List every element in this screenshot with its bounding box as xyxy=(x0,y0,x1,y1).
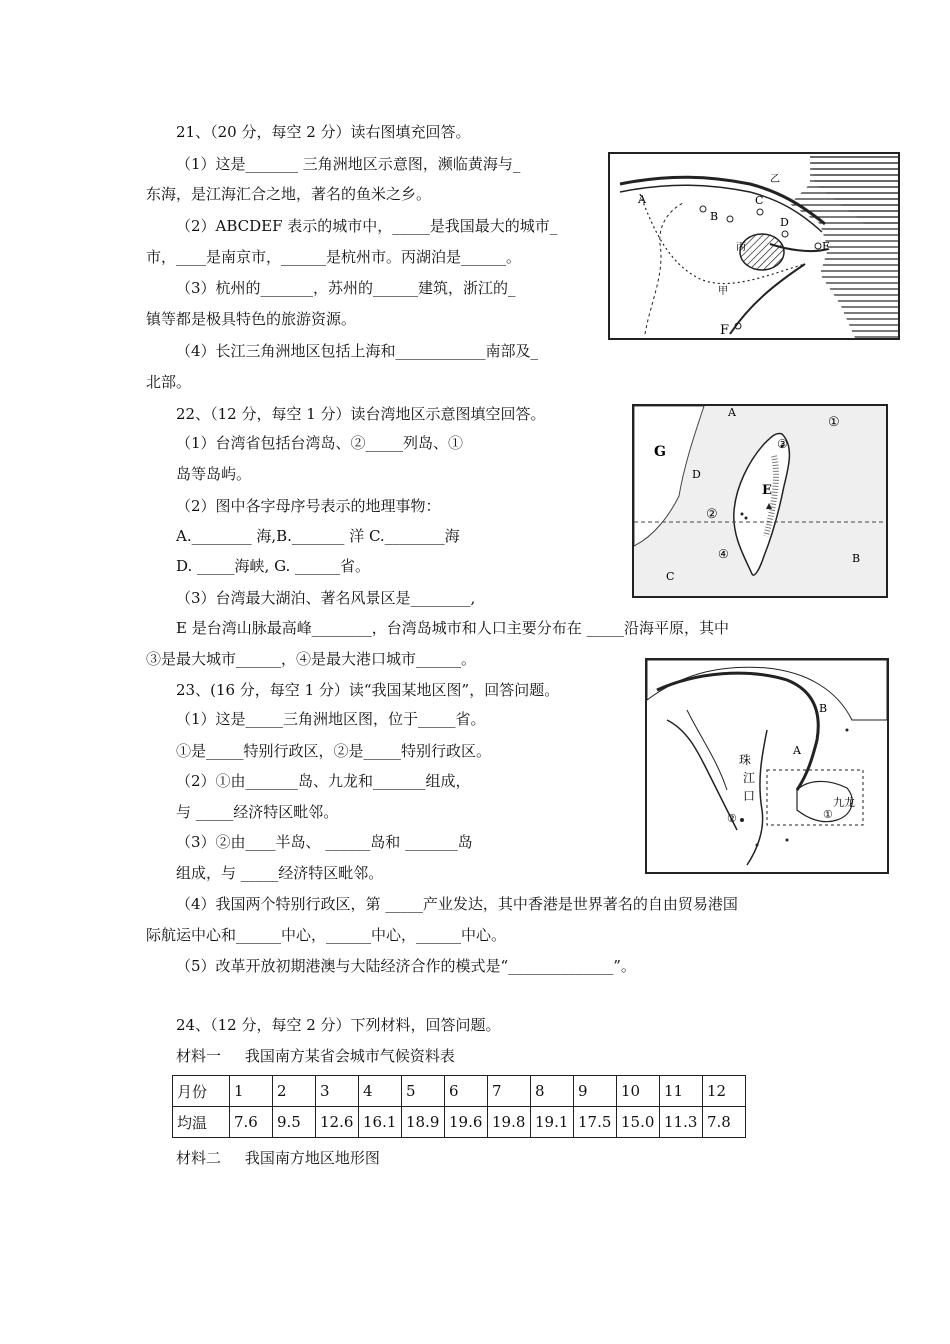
label-f: F xyxy=(720,323,730,338)
label-c: C xyxy=(666,570,675,583)
table-header: 均温 xyxy=(173,1107,230,1138)
q22-line: 岛等岛屿。 xyxy=(176,465,252,483)
temp-cell: 7.6 xyxy=(230,1107,273,1138)
month-cell: 2 xyxy=(273,1076,316,1107)
q22-line: （2）图中各字母序号表示的地理事物： xyxy=(176,497,441,515)
q23-line: （3）②由____半岛、 ______岛和 _______岛 xyxy=(176,833,473,851)
q23-line: 际航运中心和______中心，______中心，______中心。 xyxy=(146,926,507,944)
yangtze-delta-map xyxy=(608,152,900,340)
q21-line: 镇等都是极具特色的旅游资源。 xyxy=(146,310,357,328)
table-header: 月份 xyxy=(173,1076,230,1107)
month-cell: 12 xyxy=(703,1076,746,1107)
month-cell: 7 xyxy=(488,1076,531,1107)
q22-line: A.________ 海,B._______ 洋 C.________海 xyxy=(176,527,460,545)
label-2: ② xyxy=(727,812,737,825)
table-row xyxy=(173,1076,746,1107)
label-g: G xyxy=(654,444,666,460)
temp-cell: 7.8 xyxy=(703,1107,746,1138)
q23-line: 组成，与 _____经济特区毗邻。 xyxy=(176,864,384,882)
label-jia: 甲 xyxy=(718,286,728,297)
q24-material1: 材料一 我国南方某省会城市气候资料表 xyxy=(176,1047,455,1065)
q21-line: 东海，是江海汇合之地，著名的鱼米之乡。 xyxy=(146,185,432,203)
pearl-river-delta-map xyxy=(645,658,889,874)
month-cell: 1 xyxy=(230,1076,273,1107)
temp-cell: 19.8 xyxy=(488,1107,531,1138)
month-cell: 4 xyxy=(359,1076,402,1107)
label-c: C xyxy=(755,194,764,207)
q21-title: 21、（20 分，每空 2 分）读右图填充回答。 xyxy=(176,123,471,141)
temp-cell: 19.1 xyxy=(531,1107,574,1138)
label-d: D xyxy=(780,216,789,229)
taiwan-map xyxy=(632,404,888,598)
temp-cell: 18.9 xyxy=(402,1107,445,1138)
q22-line: ③是最大城市______，④是最大港口城市______。 xyxy=(146,650,477,668)
q23-line: （1）这是_____三角洲地区图，位于_____省。 xyxy=(176,710,486,728)
q22-line: E 是台湾山脉最高峰________，台湾岛城市和人口主要分布在 _____沿海平原，其中 xyxy=(176,619,729,637)
q21-line: （4）长江三角洲地区包括上海和____________南部及_ xyxy=(176,342,539,360)
q21-line: 北部。 xyxy=(146,373,192,391)
temp-cell: 9.5 xyxy=(273,1107,316,1138)
label-b: B xyxy=(819,702,828,715)
temp-cell: 15.0 xyxy=(617,1107,660,1138)
q21-line: （1）这是_______ 三角洲地区示意图，濒临黄海与_ xyxy=(176,155,521,173)
label-b: B xyxy=(852,552,861,565)
q24-material2: 材料二 我国南方地区地形图 xyxy=(176,1149,380,1167)
table-row xyxy=(173,1107,746,1138)
label-jiang: 江 xyxy=(743,771,756,785)
temp-cell: 19.6 xyxy=(445,1107,488,1138)
q23-line: （2）①由_______岛、九龙和_______组成， xyxy=(176,772,471,790)
label-2: ② xyxy=(706,507,718,522)
q23-line: （5）改革开放初期港澳与大陆经济合作的模式是“______________”。 xyxy=(176,957,636,975)
month-cell: 3 xyxy=(316,1076,359,1107)
label-zhu: 珠 xyxy=(739,753,752,767)
q23-line: 与 _____经济特区毗邻。 xyxy=(176,803,339,821)
label-e: E xyxy=(822,240,831,253)
month-cell: 9 xyxy=(574,1076,617,1107)
lake-taihu xyxy=(740,234,784,270)
q23-line: ①是_____特别行政区，②是_____特别行政区。 xyxy=(176,742,492,760)
label-b: B xyxy=(710,210,719,223)
temp-cell: 11.3 xyxy=(660,1107,703,1138)
q24-title: 24、（12 分，每空 2 分）下列材料，回答问题。 xyxy=(176,1016,501,1034)
temp-cell: 12.6 xyxy=(316,1107,359,1138)
yangtze-river xyxy=(620,177,825,224)
temp-cell: 16.1 xyxy=(359,1107,402,1138)
q21-line: （3）杭州的_______，苏州的______建筑，浙江的_ xyxy=(176,279,516,297)
label-a: A xyxy=(793,744,801,757)
temp-cell: 17.5 xyxy=(574,1107,617,1138)
label-d: D xyxy=(692,468,701,481)
q22-line: （3）台湾最大湖泊、著名风景区是________, xyxy=(176,589,476,607)
label-e: E xyxy=(762,483,772,498)
label-1: ① xyxy=(823,808,833,821)
q22-line: D. _____海峡, G. ______省。 xyxy=(176,557,371,575)
label-bing: 丙 xyxy=(736,242,746,253)
label-1: ① xyxy=(828,415,840,430)
taiwan-island xyxy=(734,433,790,575)
q22-line: （1）台湾省包括台湾岛、②_____列岛、① xyxy=(176,434,464,452)
label-jiulong: 九龙 xyxy=(833,796,855,809)
label-4: ④ xyxy=(718,547,729,561)
river xyxy=(657,673,818,790)
q23-title: 23、(16 分，每空 1 分）读“我国某地区图”，回答问题。 xyxy=(176,681,560,699)
month-cell: 5 xyxy=(402,1076,445,1107)
label-a: A xyxy=(728,406,736,419)
month-cell: 11 xyxy=(660,1076,703,1107)
q21-line: 市，____是南京市，______是杭州市。丙湖泊是______。 xyxy=(146,248,522,266)
q22-title: 22、（12 分，每空 1 分）读台湾地区示意图填空回答。 xyxy=(176,405,546,423)
q21-line: （2）ABCDEF 表示的城市中，_____是我国最大的城市_ xyxy=(176,217,558,235)
month-cell: 8 xyxy=(531,1076,574,1107)
label-3: ③ xyxy=(777,437,788,451)
month-cell: 10 xyxy=(617,1076,660,1107)
label-kou: 口 xyxy=(743,789,756,803)
climate-table xyxy=(172,1075,746,1138)
label-a: A xyxy=(638,193,646,206)
q23-line: （4）我国两个特别行政区，第 _____产业发达，其中香港是世界著名的自由贸易港国 xyxy=(176,895,738,913)
canal xyxy=(640,194,805,284)
label-yi: 乙 xyxy=(770,174,780,185)
month-cell: 6 xyxy=(445,1076,488,1107)
